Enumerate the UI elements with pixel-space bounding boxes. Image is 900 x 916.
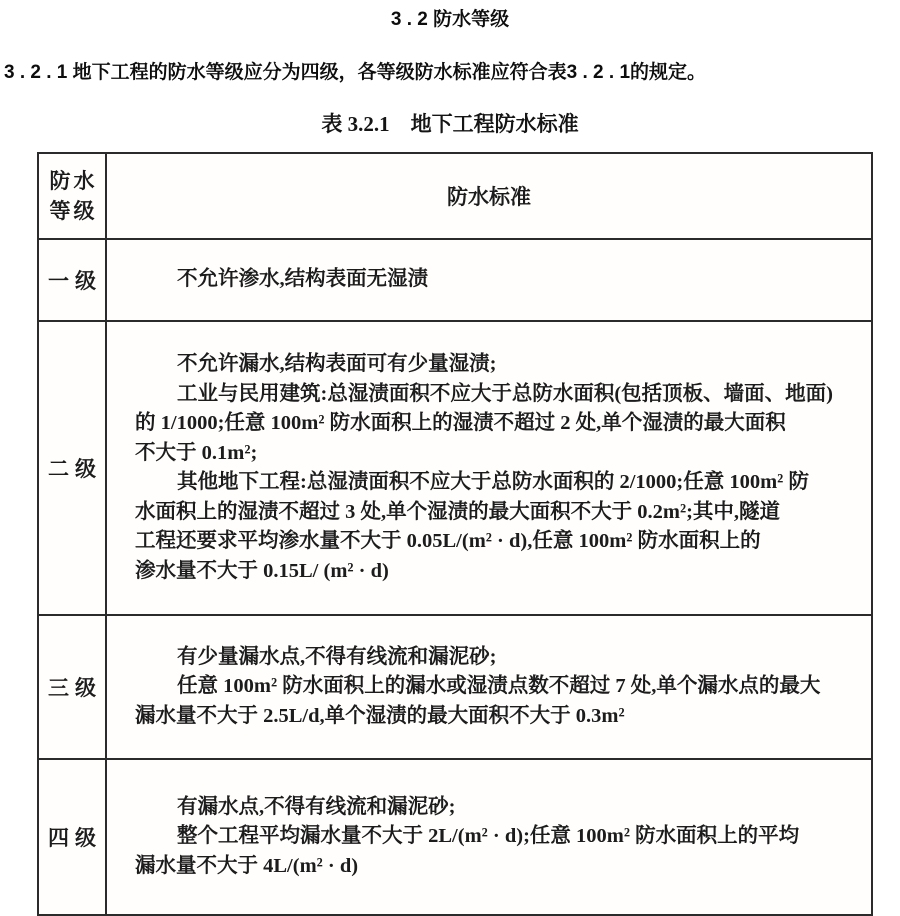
header-grade xyxy=(38,153,106,239)
grade4-label: 四级 xyxy=(38,759,106,915)
waterproof-standard-table xyxy=(37,152,873,916)
standard-text-line: 任意 100m² 防水面积上的漏水或湿渍点数不超过 7 处,单个漏水点的最大 xyxy=(177,675,821,698)
clause-3-2-1: 3 . 2 . 1 地下工程的防水等级应分为四级，各等级防水标准应符合表3 . 2 . 1的规定。 xyxy=(4,62,707,83)
standard-text-line: 水面积上的湿渍不超过 3 处,单个湿渍的最大面积不大于 0.2m²;其中,隧道 xyxy=(135,500,781,523)
standard-text-line: 的 1/1000;任意 100m² 防水面积上的湿渍不超过 2 处,单个湿渍的最大面积 xyxy=(135,412,786,434)
grade2-standard xyxy=(106,321,872,615)
grade1-standard xyxy=(106,239,872,321)
standard-text-line: 不允许渗水,结构表面无湿渍 xyxy=(177,268,429,291)
grade2-label: 二级 xyxy=(38,321,106,615)
table-row-grade1 xyxy=(38,239,872,321)
header-grade-line2: 等级 xyxy=(49,199,98,223)
standard-text-line: 有漏水点,不得有线流和漏泥砂; xyxy=(177,795,456,818)
grade3-standard xyxy=(106,615,872,759)
table-caption: 表 3.2.1 地下工程防水标准 xyxy=(321,112,579,136)
standard-text-line: 渗水量不大于 0.15L/ (m² · d) xyxy=(135,559,389,582)
standard-text-line: 工程还要求平均渗水量不大于 0.05L/(m² · d),任意 100m² 防水面积上的 xyxy=(135,530,761,552)
table-row-grade4 xyxy=(38,759,872,915)
table-row-grade3 xyxy=(38,615,872,759)
header-grade-line1: 防水 xyxy=(49,169,98,193)
section-title: 3 . 2 防水等级 xyxy=(390,9,510,30)
grade4-standard xyxy=(106,759,872,915)
standard-text-line: 不允许漏水,结构表面可有少量湿渍; xyxy=(177,353,497,375)
standard-text-line: 漏水量不大于 4L/(m² · d) xyxy=(135,854,359,877)
standard-text-line: 其他地下工程:总湿渍面积不应大于总防水面积的 2/1000;任意 100m² 防 xyxy=(177,471,809,493)
table-row-grade2 xyxy=(38,321,872,615)
grade3-label: 三级 xyxy=(38,615,106,759)
grade1-label: 一级 xyxy=(38,239,106,321)
table-header-row xyxy=(38,153,872,239)
standard-text-line: 有少量漏水点,不得有线流和漏泥砂; xyxy=(177,645,497,668)
standard-text-line: 不大于 0.1m²; xyxy=(135,441,258,464)
standard-text-line: 漏水量不大于 2.5L/d,单个湿渍的最大面积不大于 0.3m² xyxy=(135,704,625,727)
header-standard: 防水标准 xyxy=(106,153,872,239)
standard-text-line: 整个工程平均漏水量不大于 2L/(m² · d);任意 100m² 防水面积上的平均 xyxy=(177,825,800,848)
standard-text-line: 工业与民用建筑:总湿渍面积不应大于总防水面积(包括顶板、墙面、地面) xyxy=(177,382,833,405)
